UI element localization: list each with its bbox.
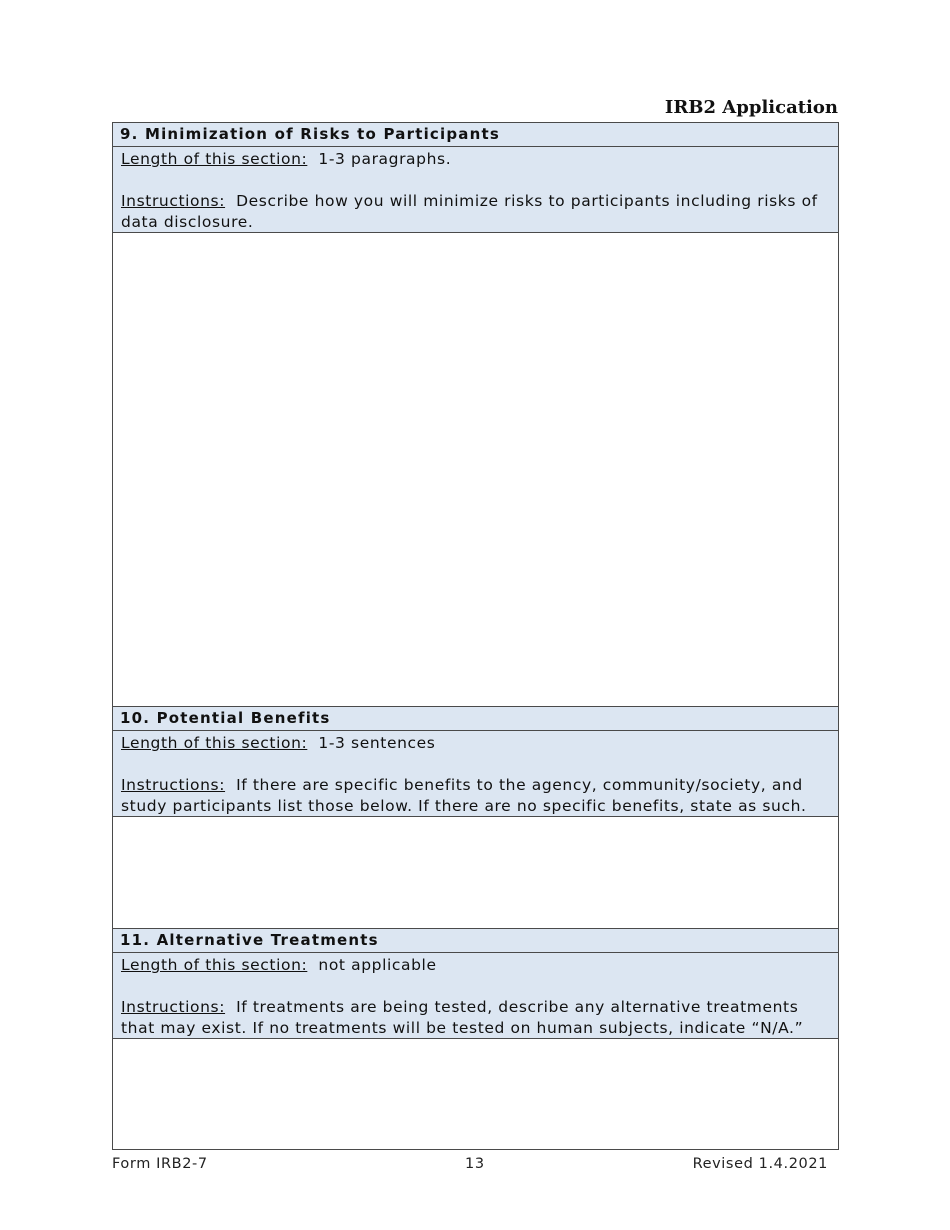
instructions-text: If treatments are being tested, describe any alternative treatments that may exist. If no treatments will be tested on human subjects, indicate “N/A.” [121,998,804,1037]
section-instructions-potential-benefits [113,731,838,817]
footer-page-number: 13 [465,1156,485,1172]
section-heading-alternative-treatments: 11. Alternative Treatments [113,929,838,953]
section-heading-minimization-of-risks: 9. Minimization of Risks to Participants [113,123,838,147]
instructions-text: If there are specific benefits to the agency, community/society, and study participants list those below. If there are no specific benefits, state as such. [121,776,807,815]
section-instructions-alternative-treatments [113,953,838,1039]
answer-area-minimization-of-risks[interactable] [113,233,838,707]
length-label: Length of this section: [121,150,308,168]
instructions-label: Instructions: [121,998,226,1016]
answer-area-potential-benefits[interactable] [113,817,838,929]
length-value: 1-3 paragraphs. [318,150,452,168]
length-value: 1-3 sentences [318,734,436,752]
section-length [121,955,830,976]
section-instructions [121,997,830,1039]
footer-form-id: Form IRB2-7 [112,1156,208,1172]
section-length [121,733,830,754]
section-length [121,149,830,170]
answer-area-alternative-treatments[interactable] [113,1039,838,1149]
instructions-label: Instructions: [121,192,226,210]
document-title: IRB2 Application [664,97,838,118]
length-value: not applicable [318,956,437,974]
section-instructions [121,191,830,233]
section-instructions [121,775,830,817]
length-label: Length of this section: [121,956,308,974]
instructions-text: Describe how you will minimize risks to participants including risks of data disclosure. [121,192,818,231]
instructions-label: Instructions: [121,776,226,794]
footer-revised-date: Revised 1.4.2021 [692,1156,828,1172]
section-heading-potential-benefits: 10. Potential Benefits [113,707,838,731]
application-form-table [112,122,839,1150]
section-instructions-minimization-of-risks [113,147,838,233]
length-label: Length of this section: [121,734,308,752]
